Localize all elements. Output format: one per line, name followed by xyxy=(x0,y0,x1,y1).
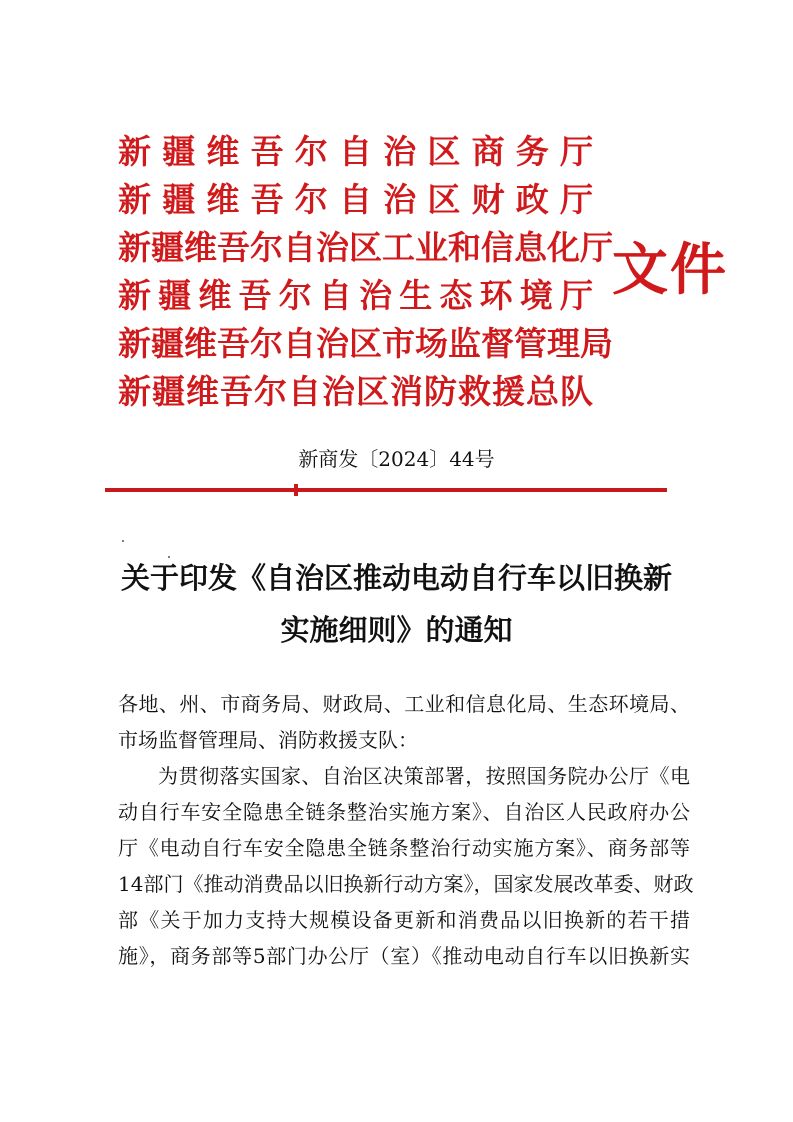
agency-name: 新疆维吾尔自治区商务厅 xyxy=(118,132,593,171)
scan-speck xyxy=(168,556,170,558)
agency-name: 新疆维吾尔自治区工业和信息化厅 xyxy=(118,228,613,267)
document-label: 文件 xyxy=(612,237,728,303)
agency-name: 新疆维吾尔自治区消防救援总队 xyxy=(118,372,593,411)
recipients-line: 各地、州、市商务局、财政局、工业和信息化局、生态环境局、 xyxy=(118,692,690,716)
paragraph-line: 为贯彻落实国家、自治区决策部署，按照国务院办公厅《电 xyxy=(158,764,690,788)
issuing-agencies xyxy=(118,128,613,416)
document-title xyxy=(80,552,713,656)
agency-name: 新疆维吾尔自治生态环境厅 xyxy=(118,276,593,315)
agency-name: 新疆维吾尔自治区市场监督管理局 xyxy=(118,324,613,363)
paragraph-line: 施》，商务部等5部门办公厅（室）《推动电动自行车以旧换新实 xyxy=(118,944,690,968)
divider-mark xyxy=(294,484,298,496)
agency-name: 新疆维吾尔自治区财政厅 xyxy=(118,180,593,219)
recipients-line: 市场监督管理局、消防救援支队： xyxy=(118,728,418,752)
paragraph-line: 14部门《推动消费品以旧换新行动方案》，国家发展改革委、财政 xyxy=(118,872,694,896)
paragraph-line: 部《关于加力支持大规模设备更新和消费品以旧换新的若干措 xyxy=(118,908,690,932)
scan-speck xyxy=(122,540,124,542)
header-divider xyxy=(105,488,667,492)
document-body xyxy=(118,686,694,974)
paragraph-line: 动自行车安全隐患全链条整治实施方案》、自治区人民政府办公 xyxy=(118,800,690,824)
paragraph-line: 厅《电动自行车安全隐患全链条整治行动实施方案》、商务部等 xyxy=(118,836,690,860)
title-line: 实施细则》的通知 xyxy=(280,613,513,647)
document-number: 新商发〔2024〕44号 xyxy=(298,447,495,471)
title-line: 关于印发《自治区推动电动自行车以旧换新 xyxy=(120,561,672,595)
